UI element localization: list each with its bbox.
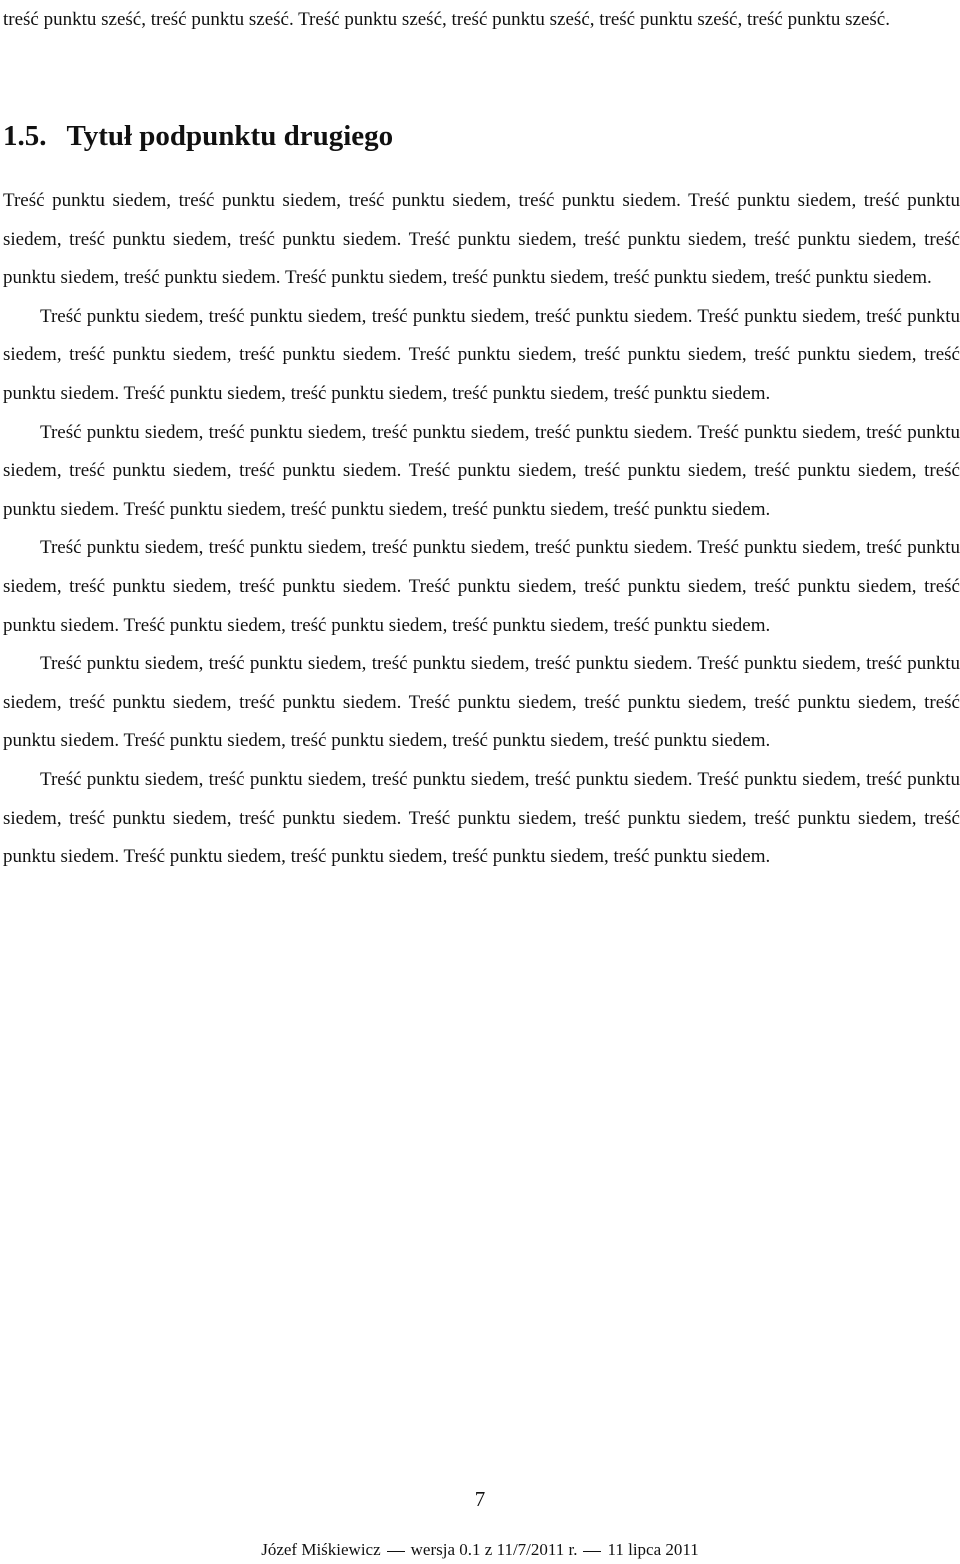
footer-version: wersja 0.1 z 11/7/2011 r. <box>410 1540 578 1559</box>
paragraph: Treść punktu siedem, treść punktu siedem, treść punktu siedem, treść punktu siedem. Treść punktu siedem, treść punktu siedem, treść punktu siedem, treść punktu siedem. Treść punktu siedem, treść punktu siedem, treść punktu siedem, treść punktu siedem. Treść punktu siedem, treść punktu siedem, treść punktu siedem, treść punktu siedem. <box>3 653 960 752</box>
footer-separator <box>387 1551 405 1552</box>
paragraph: Treść punktu siedem, treść punktu siedem, treść punktu siedem, treść punktu siedem. Treść punktu siedem, treść punktu siedem, treść punktu siedem, treść punktu siedem. Treść punktu siedem, treść punktu siedem, treść punktu siedem, treść punktu siedem. Treść punktu siedem, treść punktu siedem, treść punktu siedem, treść punktu siedem. <box>3 305 960 404</box>
paragraph: Treść punktu siedem, treść punktu siedem, treść punktu siedem, treść punktu siedem. Treść punktu siedem, treść punktu siedem, treść punktu siedem, treść punktu siedem. Treść punktu siedem, treść punktu siedem, treść punktu siedem, treść punktu siedem. Treść punktu siedem, treść punktu siedem, treść punktu siedem, treść punktu siedem. <box>3 768 960 868</box>
page-number: 7 <box>474 1487 486 1511</box>
page-footer <box>0 1537 960 1563</box>
paragraph: Treść punktu siedem, treść punktu siedem, treść punktu siedem, treść punktu siedem. Treść punktu siedem, treść punktu siedem, treść punktu siedem, treść punktu siedem. Treść punktu siedem, treść punktu siedem, treść punktu siedem, treść punktu siedem. Treść punktu siedem, treść punktu siedem, treść punktu siedem, treść punktu siedem. <box>3 421 960 520</box>
paragraph: Treść punktu siedem, treść punktu siedem, treść punktu siedem, treść punktu siedem. Treść punktu siedem, treść punktu siedem, treść punktu siedem, treść punktu siedem. Treść punktu siedem, treść punktu siedem, treść punktu siedem, treść punktu siedem, treść punktu siedem. Treść punktu siedem, treść punktu siedem, treść punktu siedem, treść punktu siedem. <box>3 190 960 289</box>
section-heading <box>3 112 393 160</box>
footer-author: Józef Miśkiewicz <box>261 1540 381 1559</box>
top-paragraph: treść punktu sześć, treść punktu sześć. Treść punktu sześć, treść punktu sześć, treść punktu sześć, treść punktu sześć. <box>3 9 890 30</box>
paragraph: Treść punktu siedem, treść punktu siedem, treść punktu siedem, treść punktu siedem. Treść punktu siedem, treść punktu siedem, treść punktu siedem, treść punktu siedem. Treść punktu siedem, treść punktu siedem, treść punktu siedem, treść punktu siedem. Treść punktu siedem, treść punktu siedem, treść punktu siedem, treść punktu siedem. <box>3 537 960 636</box>
footer-date: 11 lipca 2011 <box>607 1540 699 1559</box>
section-title: Tytuł podpunktu drugiego <box>66 120 394 152</box>
section-number: 1.5. <box>3 120 47 152</box>
section-body <box>3 182 960 877</box>
footer-separator <box>583 1551 601 1552</box>
